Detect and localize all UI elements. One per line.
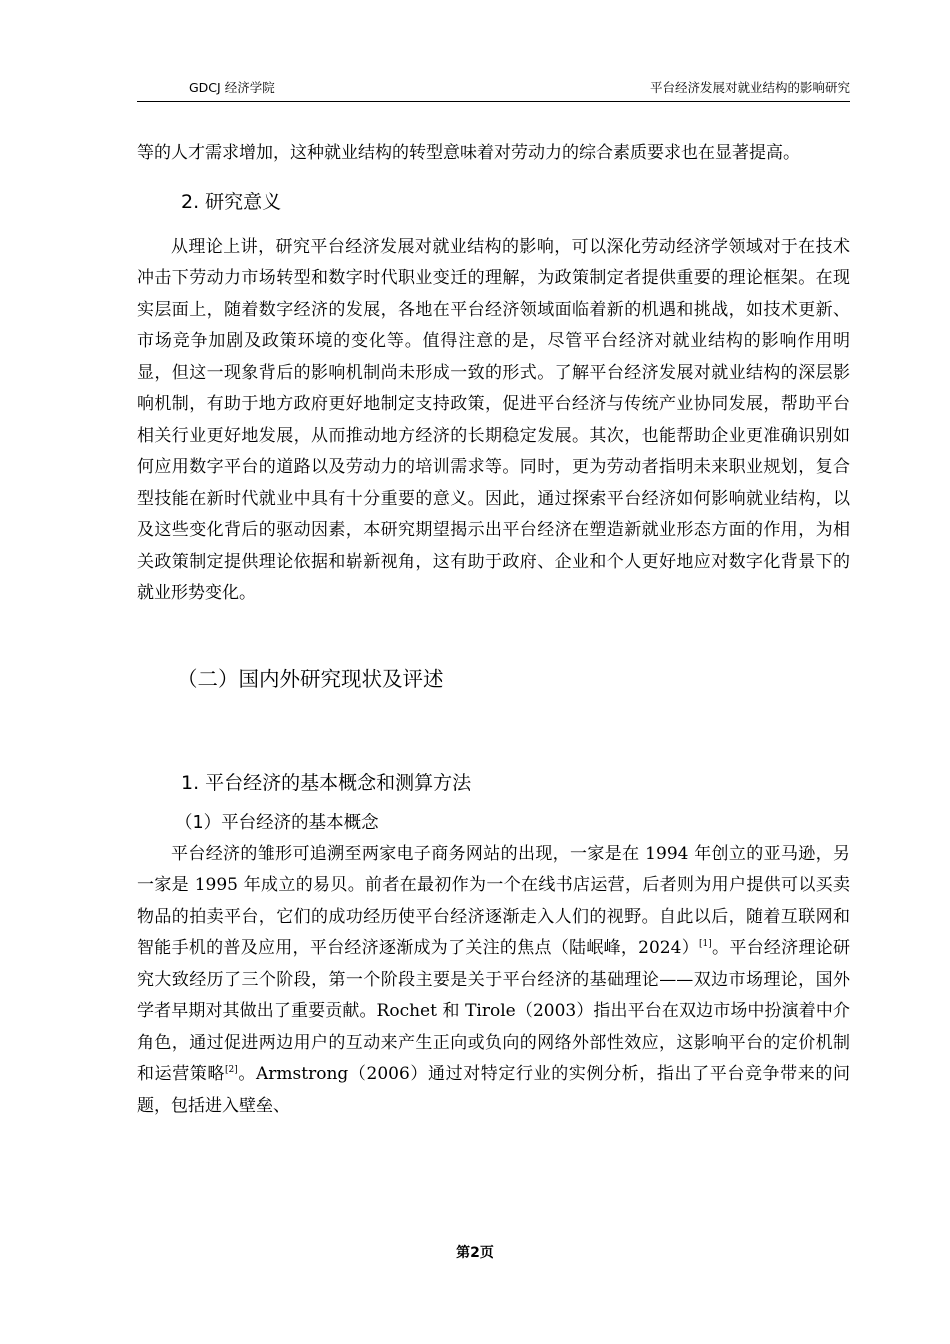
- paragraph-research-significance: 从理论上讲，研究平台经济发展对就业结构的影响，可以深化劳动经济学领域对于在技术冲击下劳动力市场转型和数字时代职业变迁的理解，为政策制定者提供重要的理论框架。在现实层面上，随着数字经济的发展，各地在平台经济领域面临着新的机遇和挑战，如技术更新、市场竞争加剧及政策环境的变化等。值得注意的是，尽管平台经济对就业结构的影响作用明显，但这一现象背后的影响机制尚未形成一致的形式。了解平台经济发展对就业结构的深层影响机制，有助于地方政府更好地制定支持政策，促进平台经济与传统产业协同发展，帮助平台相关行业更好地发展，从而推动地方经济的长期稳定发展。其次，也能帮助企业更准确识别如何应用数字平台的道路以及劳动力的培训需求等。同时，更为劳动者指明未来职业规划，复合型技能在新时代就业中具有十分重要的意义。因此，通过探索平台经济如何影响就业结构，以及这些变化背后的驱动因素，本研究期望揭示出平台经济在塑造新就业形态方面的作用，为相关政策制定提供理论依据和崭新视角，这有助于政府、企业和个人更好地应对数字化背景下的就业形势变化。: [137, 236, 850, 603]
- page-body: [137, 138, 850, 1122]
- heading-research-status-review: （二）国内外研究现状及评述: [177, 666, 444, 691]
- paragraph-platform-economy-concept: [137, 839, 850, 1123]
- paragraph-continued: 等的人才需求增加，这种就业结构的转型意味着对劳动力的综合素质要求也在显著提高。: [137, 143, 800, 163]
- paragraph-text-part2: 。平台经济理论研究大致经历了三个阶段，第一个阶段主要是关于平台经济的基础理论——双边市场理论，国外学者早期对其做出了重要贡献。Rochet 和 Tirole（2003）指出平台在双边市场中扮演着中介角色，通过促进两边用户的互动来产生正向或负向的网络外部性效应，这影响平台的定价机制和运营策略: [137, 938, 851, 1084]
- page-number: 第2页: [456, 1245, 494, 1261]
- heading-basic-concepts-methods: 1. 平台经济的基本概念和测算方法: [181, 771, 472, 794]
- paragraph-text-part3: 。Armstrong（2006）通过对特定行业的实例分析，指出了平台竞争带来的问题，包括进入壁垒、: [137, 1064, 850, 1116]
- header-rule: [137, 101, 850, 102]
- header-paper-title: 平台经济发展对就业结构的影响研究: [649, 80, 850, 95]
- heading-research-significance: 2. 研究意义: [181, 190, 282, 213]
- citation-2: [2]: [225, 1065, 238, 1075]
- page-header: [137, 78, 850, 100]
- header-institution: GDCJ 经济学院: [189, 80, 275, 95]
- heading-platform-economy-concept: （1）平台经济的基本概念: [175, 812, 379, 833]
- citation-1: [1]: [699, 939, 712, 949]
- paragraph-text-part1: 平台经济的雏形可追溯至两家电子商务网站的出现，一家是在 1994 年创立的亚马逊，另一家是 1995 年成立的易贝。前者在最初作为一个在线书店运营，后者则为用户提供可以买卖物品的拍卖平台，它们的成功经历使平台经济逐渐走入人们的视野。自此以后，随着互联网和智能手机的普及应用，平台经济逐渐成为了关注的焦点（陆岷峰，2024）: [137, 843, 850, 958]
